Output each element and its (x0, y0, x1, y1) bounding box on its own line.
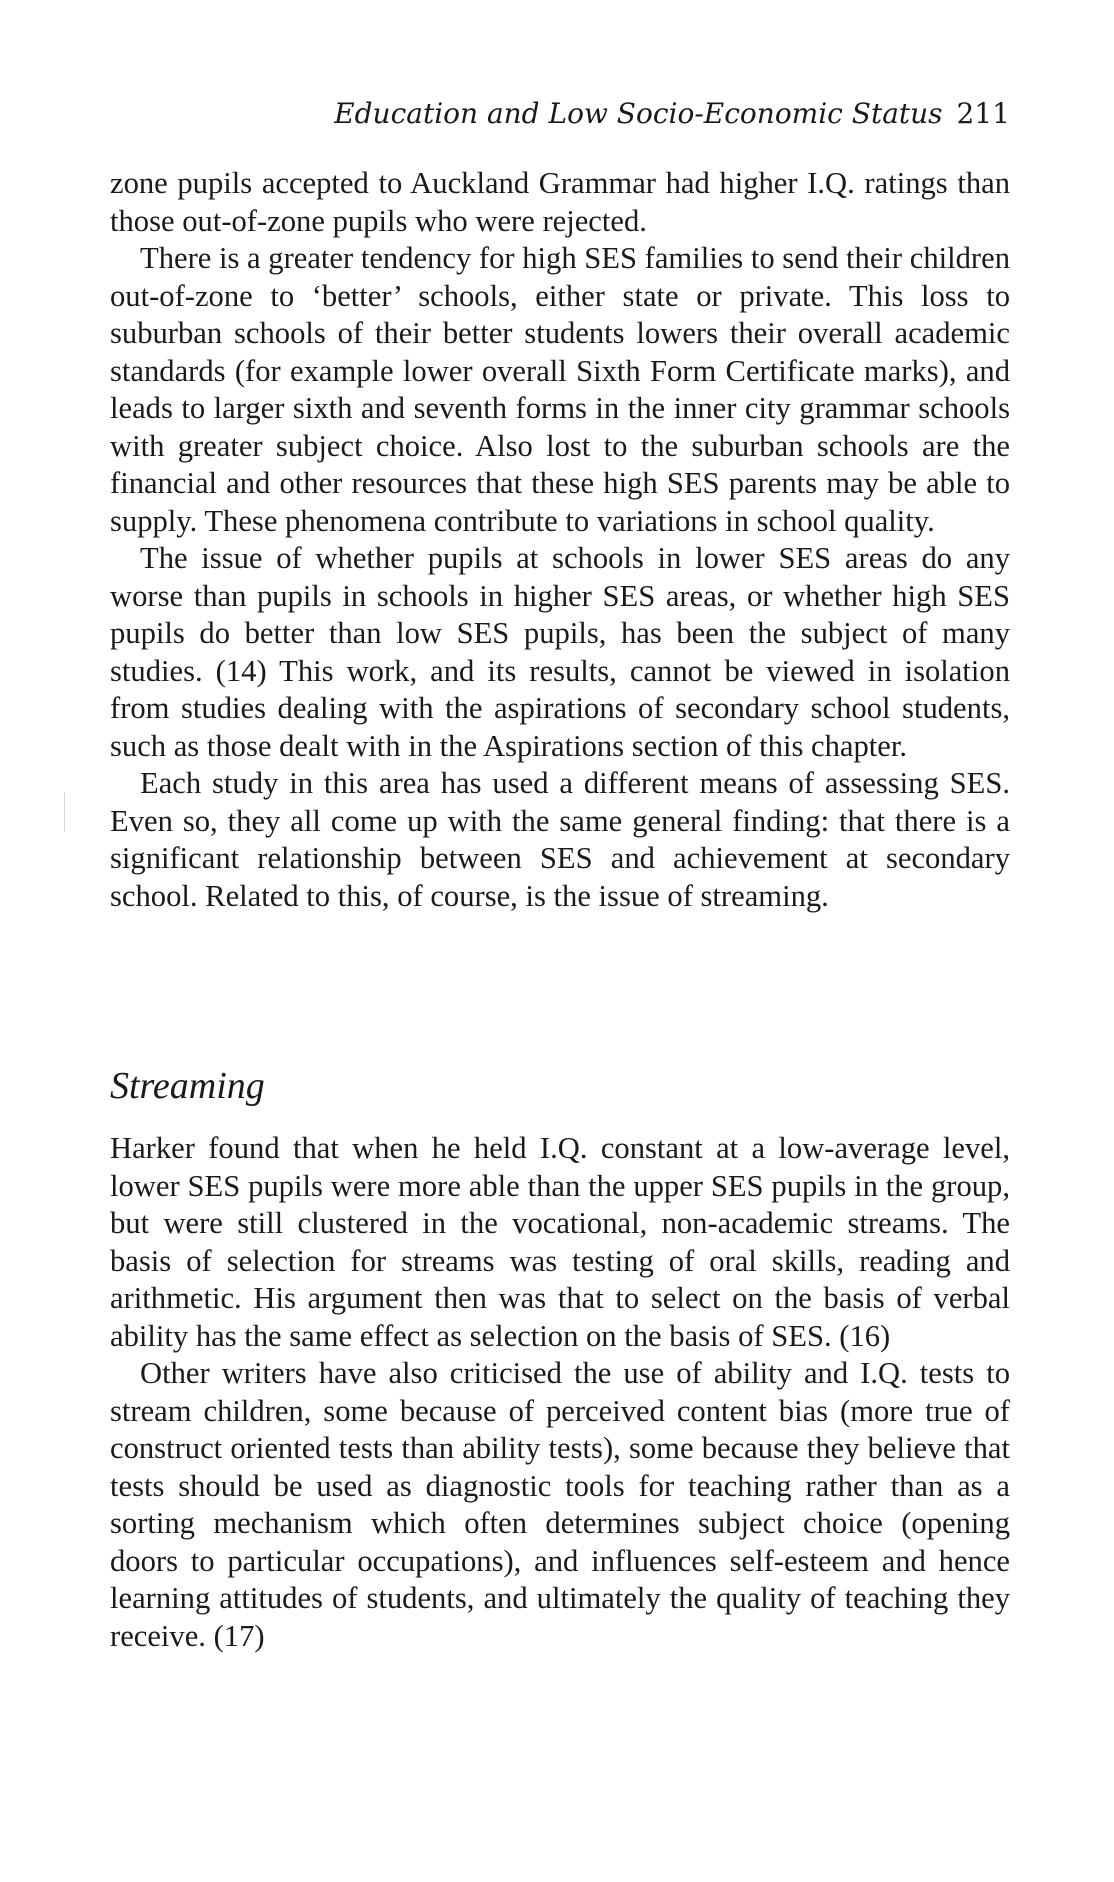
running-head-title: Education and Low Socio-Economic Status (334, 97, 943, 130)
paragraph-continued: zone pupils accepted to Auckland Grammar had higher I.Q. ratings than those out-of-zone pupils who were rejected. (110, 166, 1010, 238)
paragraph: The issue of whether pupils at schools in lower SES areas do any worse than pupils in schools in higher SES areas, or whether high SES pupils do better than low SES pupils, has been the subject of many studies. (14) This work, and its results, cannot be viewed in isolation from studies dealing with the aspirations of secondary school students, such as those dealt with in the Aspirations section of this chapter. (110, 541, 1010, 763)
section-heading: Streaming (110, 1065, 265, 1107)
paragraph: Each study in this area has used a different means of assessing SES. Even so, they all come up with the same general finding: that there is a significant relationship between SES and achievement at secondary school. Related to this, of course, is the issue of streaming. (110, 766, 1010, 913)
body-text-bottom (110, 1130, 1010, 1655)
page-number: 211 (956, 97, 1010, 130)
margin-mark (64, 792, 65, 832)
running-head (110, 96, 1010, 132)
paragraph: Harker found that when he held I.Q. constant at a low-average level, lower SES pupils were more able than the upper SES pupils in the group, but were still clustered in the vocational, non-academic streams. The basis of selection for streams was testing of oral skills, reading and arithmetic. His argument then was that to select on the basis of verbal ability has the same effect as selection on the basis of SES. (16) (110, 1131, 1010, 1353)
paragraph: Other writers have also criticised the use of ability and I.Q. tests to stream children, some because of perceived content bias (more true of construct oriented tests than ability tests), some because they believe that tests should be used as diagnostic tools for teaching rather than as a sorting mechanism which often determines subject choice (opening doors to particular occupations), and influences self-esteem and hence learning attitudes of students, and ultimately the quality of teaching they receive. (17) (110, 1356, 1010, 1653)
paragraph: There is a greater tendency for high SES families to send their children out-of-zone to ‘better’ schools, either state or private. This loss to suburban schools of their better students lowers their overall academic standards (for example lower overall Sixth Form Certificate marks), and leads to larger sixth and seventh forms in the inner city grammar schools with greater subject choice. Also lost to the suburban schools are the financial and other resources that these high SES parents may be able to supply. These phenomena contribute to variations in school quality. (110, 241, 1010, 538)
body-text-top (110, 165, 1010, 915)
